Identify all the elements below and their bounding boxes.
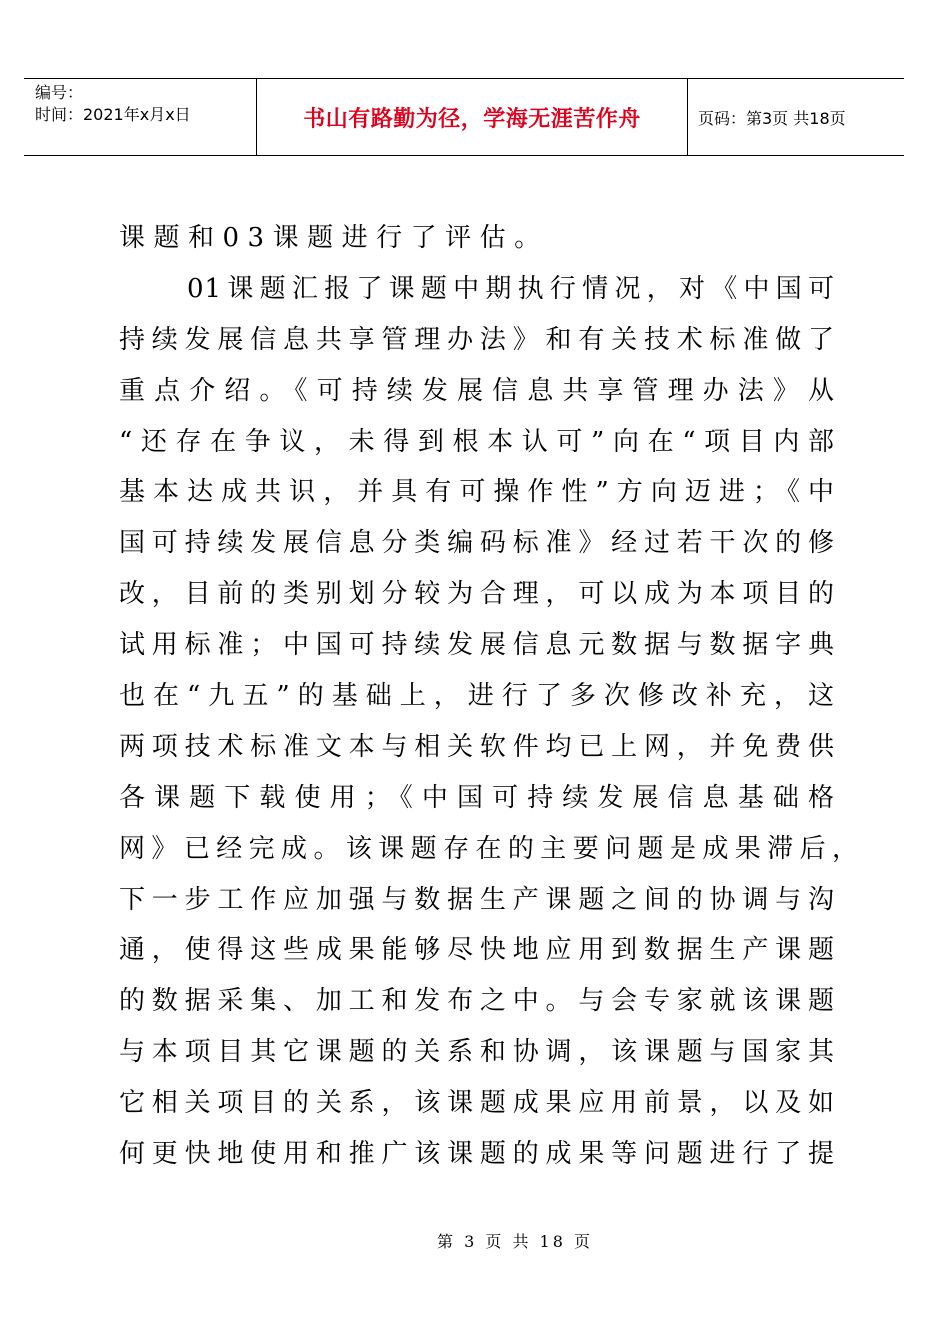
text-line: 何更快地使用和推广该课题的成果等问题进行了提 — [119, 1139, 835, 1170]
text-line: 也在“九五”的基础上，进行了多次修改补充，这 — [119, 681, 835, 712]
text-line: 两项技术标准文本与相关软件均已上网，并免费供 — [119, 731, 835, 762]
page-footer: 第 3 页 共 18 页 — [437, 1232, 593, 1251]
text-line: 01课题汇报了课题中期执行情况，对《中国可 — [187, 273, 835, 304]
text-line: 试用标准；中国可持续发展信息元数据与数据字典 — [119, 630, 835, 661]
header-motto: 书山有路勤为径，学海无涯苦作舟 — [257, 79, 688, 155]
header-meta — [24, 79, 257, 155]
text-line: 与本项目其它课题的关系和协调，该课题与国家其 — [119, 1037, 835, 1068]
document-header — [24, 78, 904, 156]
text-line: “还存在争议，未得到根本认可”向在“项目内部 — [119, 426, 835, 457]
text-line: 网》已经完成。该课题存在的主要问题是成果滞后， — [119, 833, 859, 864]
text-line: 通，使得这些成果能够尽快地应用到数据生产课题 — [119, 935, 835, 966]
text-line: 改，目前的类别划分较为合理，可以成为本项目的 — [119, 579, 835, 610]
text-line: 持续发展信息共享管理办法》和有关技术标准做了 — [119, 324, 835, 355]
number-label: 编号： — [35, 83, 84, 102]
text-line: 课题和03课题进行了评估。 — [119, 223, 549, 253]
header-page-info: 页码：第3页 共18页 — [698, 108, 846, 128]
text-line: 基本达成共识，并具有可操作性”方向迈进；《中 — [119, 477, 835, 508]
text-line: 重点介绍。《可持续发展信息共享管理办法》从 — [119, 375, 835, 406]
text-line: 下一步工作应加强与数据生产课题之间的协调与沟 — [119, 884, 835, 915]
time-label: 时间：2021年x月x日 — [35, 105, 191, 124]
text-line: 的数据采集、加工和发布之中。与会专家就该课题 — [119, 986, 835, 1017]
text-line: 它相关项目的关系，该课题成果应用前景，以及如 — [119, 1088, 835, 1119]
body-text — [119, 213, 859, 1180]
text-line: 国可持续发展信息分类编码标准》经过若干次的修 — [119, 528, 835, 559]
text-line: 各课题下载使用；《中国可持续发展信息基础格 — [119, 782, 835, 813]
